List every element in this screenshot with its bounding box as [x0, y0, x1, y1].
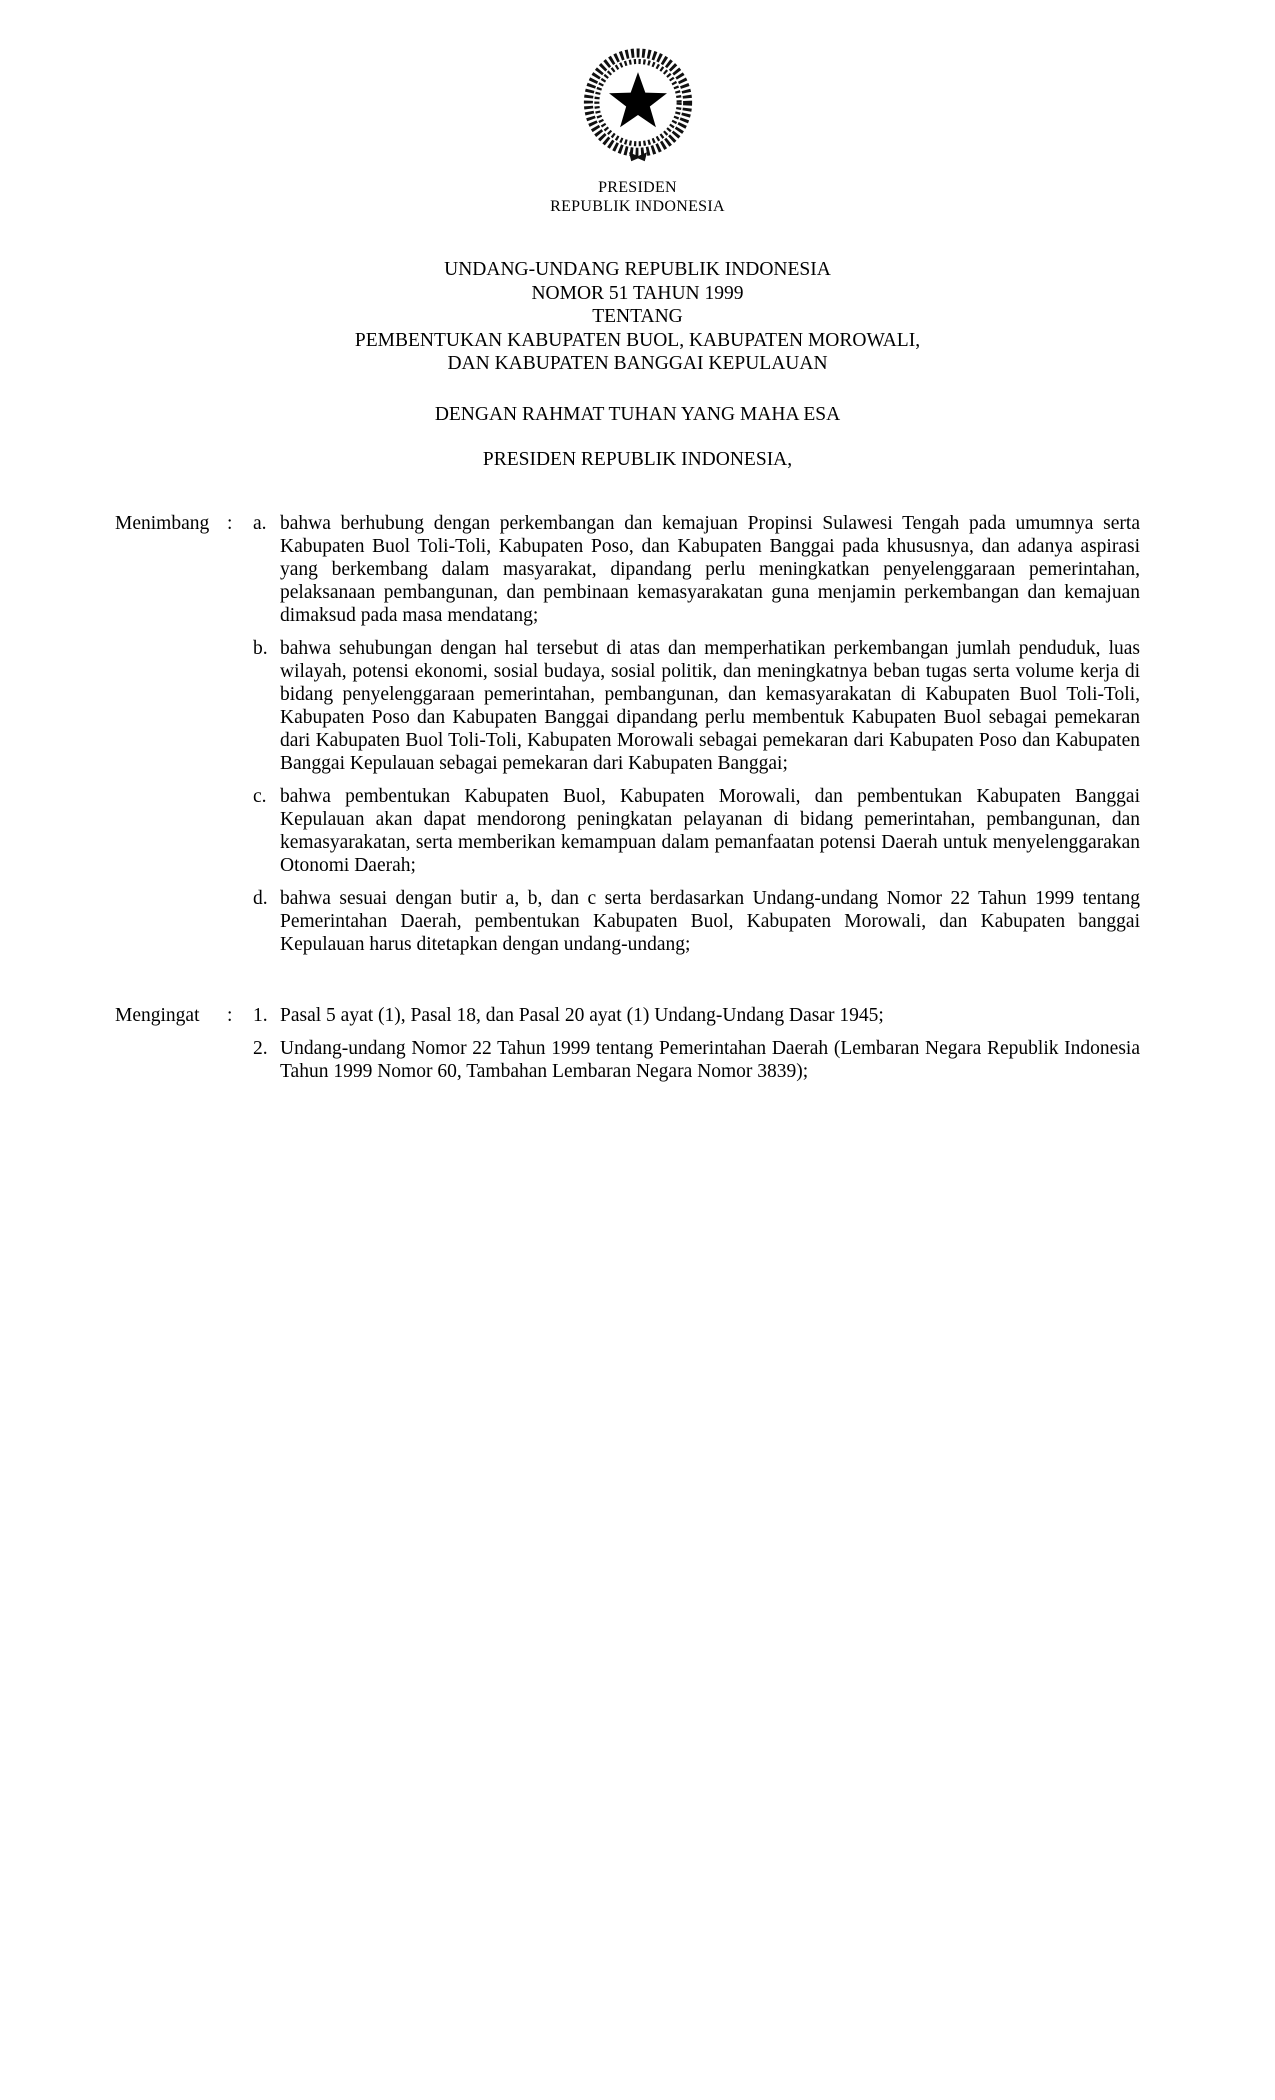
presidential-emblem — [576, 44, 700, 173]
rahmat-line: DENGAN RAHMAT TUHAN YANG MAHA ESA — [434, 403, 841, 425]
list-item — [253, 785, 1140, 877]
menimbang-colon: : — [227, 512, 233, 534]
menimbang-items — [253, 512, 1140, 956]
mengingat-items — [253, 1004, 1140, 1083]
item-text: bahwa berhubung dengan perkembangan dan kemajuan Propinsi Sulawesi Tengah pada umumnya serta Kabupaten Buol Toli-Toli, Kabupaten Poso, dan Kabupaten Banggai pada khususnya, dan adanya aspirasi yang berkembang dalam masyarakat, dipandang perlu meningkatkan penyelenggaraan pemerintahan, pelaksanaan pembangunan, dan pembinaan kemasyarakatan guna menjamin perkembangan dan kemajuan dimaksud pada masa mendatang; — [280, 512, 1140, 626]
list-item — [253, 512, 1140, 627]
menimbang-section — [115, 512, 1140, 956]
list-item — [253, 637, 1140, 775]
item-text: bahwa pembentukan Kabupaten Buol, Kabupaten Morowali, dan pembentukan Kabupaten Banggai Kepulauan akan dapat mendorong peningkatan pelayanan di bidang pemerintahan, pembangunan, dan kemasyarakatan, serta memberikan kemampuan dalam pemanfaatan potensi Daerah untuk menyelenggarakan Otonomi Daerah; — [280, 785, 1140, 876]
mengingat-label: Mengingat — [115, 1004, 200, 1026]
title-line-1: UNDANG-UNDANG REPUBLIK INDONESIA — [444, 259, 831, 280]
mengingat-section — [115, 1004, 1140, 1083]
letterhead — [0, 178, 1275, 216]
item-marker: d. — [253, 887, 268, 909]
title-line-3: TENTANG — [592, 306, 683, 327]
title-line-4: PEMBENTUKAN KABUPATEN BUOL, KABUPATEN MOROWALI, — [354, 329, 921, 351]
star-icon — [609, 72, 667, 127]
list-item — [253, 1004, 1140, 1027]
item-marker: 1. — [253, 1004, 268, 1026]
letterhead-presiden: PRESIDEN — [598, 179, 677, 196]
title-line-5: DAN KABUPATEN BANGGAI KEPULAUAN — [447, 353, 828, 374]
item-marker: b. — [253, 637, 268, 659]
item-text: bahwa sesuai dengan butir a, b, dan c serta berdasarkan Undang-undang Nomor 22 Tahun 1999 tentang Pemerintahan Daerah, pembentukan Kabupaten Buol, Kabupaten Morowali, dan Kabupaten banggai Kepulauan harus ditetapkan dengan undang-undang; — [280, 887, 1140, 955]
list-item — [253, 1037, 1140, 1083]
document-body — [0, 512, 1275, 1083]
item-marker: c. — [253, 785, 267, 807]
mengingat-colon: : — [227, 1004, 233, 1026]
document-title — [0, 258, 1275, 376]
item-marker: 2. — [253, 1037, 268, 1059]
item-text: Pasal 5 ayat (1), Pasal 18, dan Pasal 20 ayat (1) Undang-Undang Dasar 1945; — [280, 1004, 884, 1026]
presiden-line: PRESIDEN REPUBLIK INDONESIA, — [482, 449, 793, 470]
item-text: Undang-undang Nomor 22 Tahun 1999 tentang Pemerintahan Daerah (Lembaran Negara Republik Indonesia Tahun 1999 Nomor 60, Tambahan Lembaran Negara Nomor 3839); — [280, 1037, 1140, 1082]
item-text: bahwa sehubungan dengan hal tersebut di atas dan memperhatikan perkembangan jumlah penduduk, luas wilayah, potensi ekonomi, sosial budaya, sosial politik, dan meningkatnya beban tugas serta volume kerja di bidang penyelenggaraan pemerintahan, pembangunan, dan kemasyarakatan di Kabupaten Buol Toli-Toli, Kabupaten Poso dan Kabupaten Banggai dipandang perlu membentuk Kabupaten Buol sebagai pemekaran dari Kabupaten Buol Toli-Toli, Kabupaten Morowali sebagai pemekaran dari Kabupaten Poso dan Kabupaten Banggai Kepulauan sebagai pemekaran dari Kabupaten Banggai; — [280, 637, 1140, 774]
item-marker: a. — [253, 512, 267, 534]
menimbang-label: Menimbang — [115, 512, 210, 534]
letterhead-republik-indonesia: REPUBLIK INDONESIA — [550, 198, 725, 215]
emblem-graphic — [576, 44, 700, 168]
list-item — [253, 887, 1140, 956]
title-line-2: NOMOR 51 TAHUN 1999 — [531, 282, 744, 304]
